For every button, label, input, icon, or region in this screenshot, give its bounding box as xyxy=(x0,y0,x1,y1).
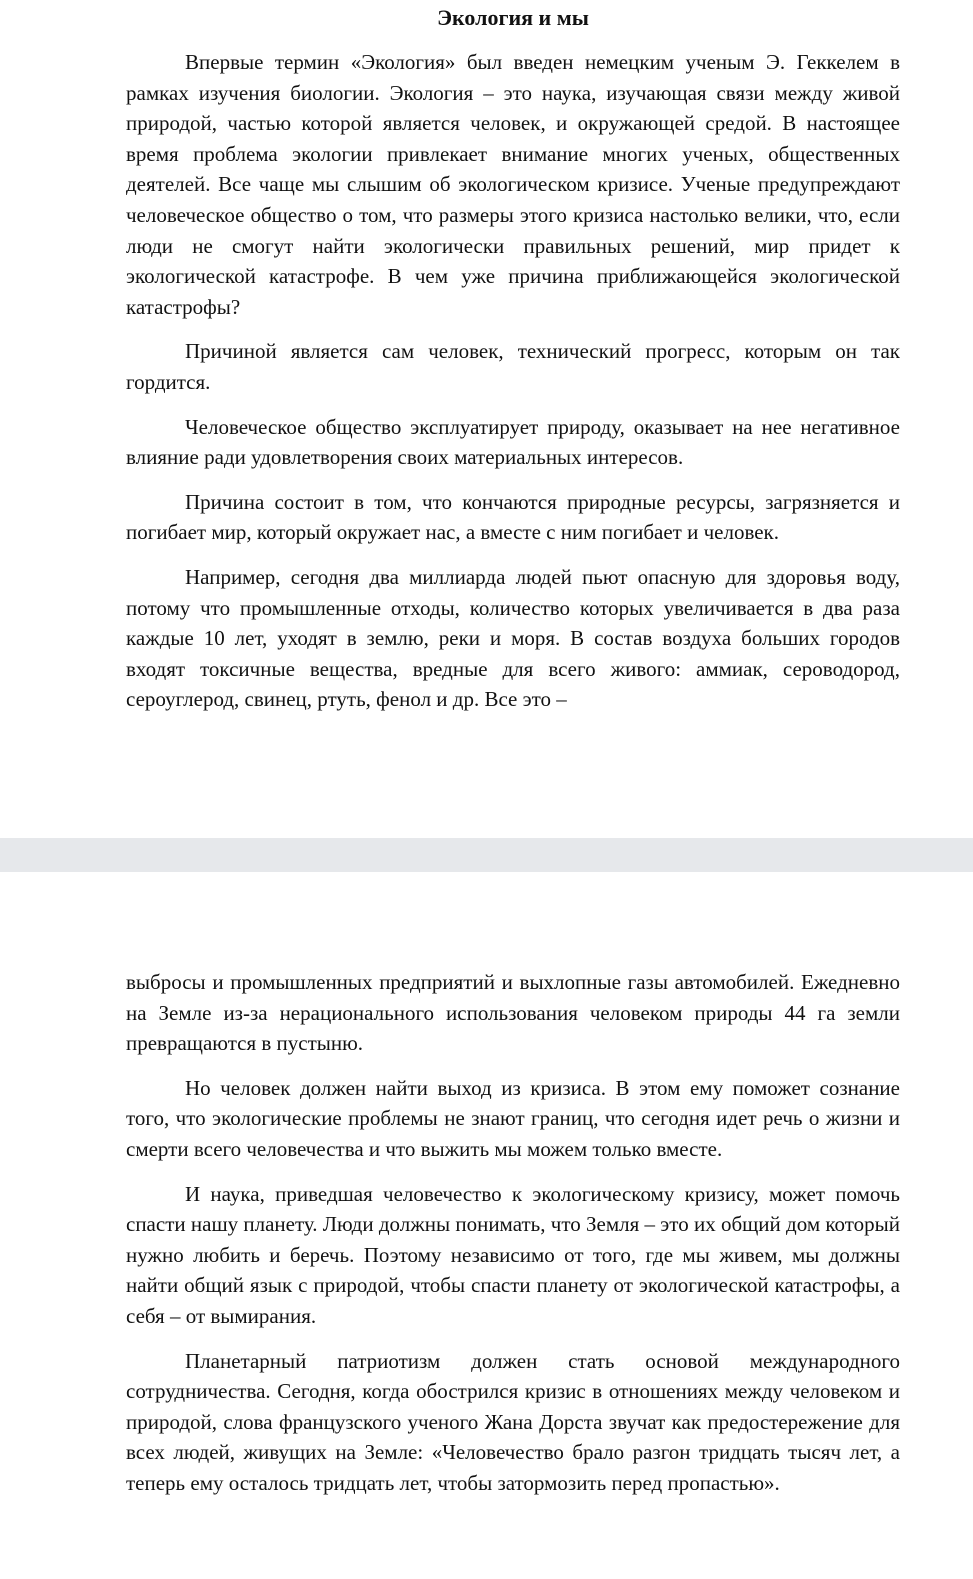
page-2-content xyxy=(126,967,900,1513)
paragraph: Планетарный патриотизм должен стать основой международного сотрудничества. Сегодня, когда обострился кризис в отношениях между человеком и природой, слова французского ученого Жана Дорста звучат как предостережение для всех людей, живущих на Земле: «Человечество брало разгон тридцать тысяч лет, а теперь ему осталось тридцать лет, чтобы затормозить перед пропастью». xyxy=(126,1348,900,1495)
paragraph: И наука, приведшая человечество к экологическому кризису, может помочь спасти нашу планету. Люди должны понимать, что Земля – это их общий дом который нужно любить и беречь. Поэтому независимо от того, где мы живем, мы должны найти общий язык с природой, чтобы спасти планету от экологической катастрофы, а себя – от вымирания. xyxy=(126,1181,900,1328)
paragraph: Например, сегодня два миллиарда людей пьют опасную для здоровья воду, потому что промышленные отходы, количество которых увеличивается в два раза каждые 10 лет, уходят в землю, реки и моря. В состав воздуха больших городов входят токсичные вещества, вредные для всего живого: аммиак, сероводород, сероуглерод, свинец, ртуть, фенол и др. Все это – xyxy=(126,564,900,712)
paragraph: Впервые термин «Экология» был введен немецким ученым Э. Геккелем в рамках изучения биологии. Экология – это наука, изучающая связи между живой природой, частью которой является человек, и окружающей средой. В настоящее время проблема экологии привлекает внимание многих ученых, общественных деятелей. Все чаще мы слышим об экологическом кризисе. Ученые предупреждают человеческое общество о том, что размеры этого кризиса настолько велики, что, если люди не смогут найти экологически правильных решений, мир придет к экологической катастрофе. В чем уже причина приближающейся экологической катастрофы? xyxy=(126,50,900,319)
paragraph: Но человек должен найти выход из кризиса. В этом ему поможет сознание того, что экологические проблемы не знают границ, что сегодня идет речь о жизни и смерти всего человечества и что выжить мы можем только вместе. xyxy=(126,1075,900,1161)
paragraph: Причиной является сам человек, технический прогресс, которым он так гордится. xyxy=(126,339,900,394)
paragraph-continuation: выбросы и промышленных предприятий и выхлопные газы автомобилей. Ежедневно на Земле из-за нерационального использования человеком природы 44 га земли превращаются в пустыню. xyxy=(126,970,900,1056)
page-separator xyxy=(0,838,973,872)
paragraph: Причина состоит в том, что кончаются природные ресурсы, загрязняется и погибает мир, который окружает нас, а вместе с ним погибает и человек. xyxy=(126,489,900,545)
document-page-2 xyxy=(0,872,973,1579)
page-1-content xyxy=(126,3,900,729)
document-title: Экология и мы xyxy=(437,5,589,30)
paragraph: Человеческое общество эксплуатирует природу, оказывает на нее негативное влияние ради удовлетворения своих материальных интересов. xyxy=(126,414,900,470)
